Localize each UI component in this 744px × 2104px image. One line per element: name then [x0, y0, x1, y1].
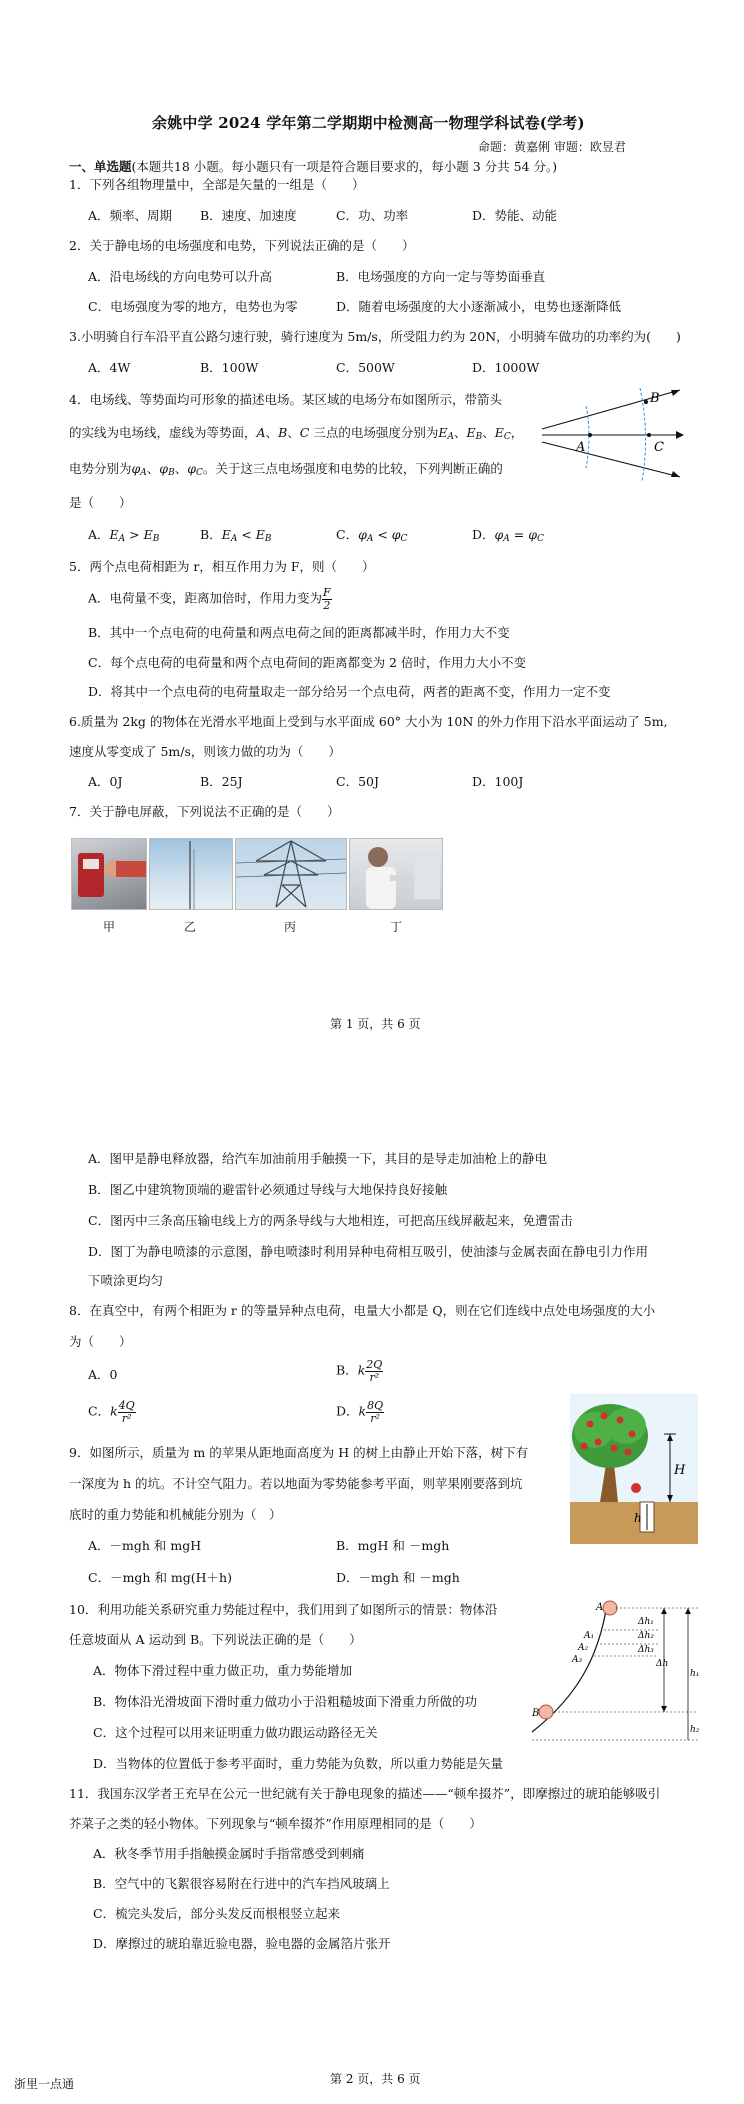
q3-stem: 3.小明骑自行车沿平直公路匀速行驶，骑行速度为 5m/s，所受阻力约为 20N，小明骑车做功的功率约为( )	[69, 329, 681, 344]
photo-bing	[235, 838, 347, 910]
q2-option-a: A．沿电场线的方向电势可以升高	[88, 269, 273, 284]
page1-footer: 第 1 页，共 6 页	[330, 1017, 421, 1031]
q2-stem: 2．关于静电场的电场强度和电势，下列说法正确的是（ ）	[69, 238, 415, 253]
q8-option-a: A．0	[88, 1367, 118, 1382]
q9-option-b: B．mgH 和 －mgh	[336, 1538, 450, 1553]
q5-option-c: C．每个点电荷的电荷量和两个点电荷间的距离都变为 2 倍时，作用力大小不变	[88, 655, 526, 670]
q6-option-c: C．50J	[336, 774, 379, 789]
q1-stem: 1．下列各组物理量中，全部是矢量的一组是（ ）	[69, 177, 365, 192]
q4-label-a: A	[576, 440, 586, 455]
q11-option-a: A．秋冬季节用手指触摸金属时手指常感受到刺痛	[93, 1846, 365, 1861]
q4-line4: 是（ ）	[69, 495, 132, 510]
q4-field-figure	[538, 384, 688, 484]
q6-line2: 速度从零变成了 5m/s，则该力做的功为（ ）	[69, 744, 341, 759]
q4-line1: 4．电场线、等势面均可形象的描述电场。某区域的电场分布如图所示，带箭头	[69, 392, 502, 407]
q6-line1: 6.质量为 2kg 的物体在光滑水平地面上受到与水平面成 60° 大小为 10N 的外力作用下沿水平面运动了 5m,	[69, 714, 668, 729]
q7-option-c: C．图丙中三条高压输电线上方的两条导线与大地相连，可把高压线屏蔽起来，免遭雷击	[88, 1213, 573, 1228]
svg-text:A₃: A₃	[572, 1655, 583, 1665]
page2-footer: 第 2 页，共 6 页	[330, 2072, 421, 2086]
q9-label-h: h	[634, 1511, 642, 1525]
q7-option-a: A．图甲是静电释放器，给汽车加油前用手触摸一下，其目的是导走加油枪上的静电	[88, 1151, 548, 1166]
q10-label-B: B	[532, 1708, 540, 1719]
section-heading	[69, 157, 557, 175]
q11-option-d: D．摩擦过的琥珀靠近验电器，验电器的金属箔片张开	[93, 1936, 391, 1951]
q10-option-a: A．物体下滑过程中重力做正功，重力势能增加	[93, 1663, 353, 1678]
q8-line2: 为（ ）	[69, 1334, 132, 1349]
q4-label-b: B	[650, 391, 660, 406]
q9-option-c: C．－mgh 和 mg(H＋h)	[88, 1570, 232, 1585]
section-desc: (本题共18 小题。每小题只有一项是符合题目要求的，每小题 3 分共 54 分。)	[131, 159, 558, 174]
q7-option-b: B．图乙中建筑物顶端的避雷针必须通过导线与大地保持良好接触	[88, 1182, 448, 1197]
q8-option-b: B．k $\frac{2Q}{\text{r²}}$	[336, 1358, 383, 1384]
q2-option-d: D．随着电场强度的大小逐渐减小，电势也逐渐降低	[336, 299, 622, 314]
q1-option-c: C．功、功率	[336, 208, 409, 223]
q11-line1: 11．我国东汉学者王充早在公元一世纪就有关于静电现象的描述——“顿牟掇芥”，即摩擦过的琥珀能够吸引	[69, 1786, 661, 1801]
q9-option-a: A．－mgh 和 mgH	[88, 1538, 202, 1553]
q2-option-b: B．电场强度的方向一定与等势面垂直	[336, 269, 546, 284]
caption-yi: 乙	[184, 920, 197, 934]
photo-ding	[349, 838, 443, 910]
q6-option-b: B．25J	[200, 774, 243, 789]
q7-option-d-cont: 下喷涂更均匀	[88, 1273, 164, 1288]
q9-option-d: D．－mgh 和 －mgh	[336, 1570, 460, 1585]
q4-line2: 的实线为电场线，虚线为等势面，A、B、C 三点的电场强度分别为$E_A$、$E_B$、$E_C$，	[69, 425, 524, 442]
svg-text:h₂: h₂	[690, 1725, 700, 1735]
q1-option-d: D．势能、动能	[472, 208, 558, 223]
photo-jia	[71, 838, 147, 910]
q8-line1: 8．在真空中，有两个相距为 r 的等量异种点电荷，电量大小都是 Q，则在它们连线中点处电场强度的大小	[69, 1303, 656, 1318]
q10-line2: 任意坡面从 A 运动到 B。下列说法正确的是（ ）	[69, 1632, 362, 1647]
q4-line3b: 。关于这三点电场强度和电势的比较，下列判断正确的	[202, 461, 503, 476]
q10-label-A: A	[596, 1602, 604, 1613]
q10-slope-figure	[528, 1596, 700, 1752]
q5-option-d: D．将其中一个点电荷的电荷量取走一部分给另一个点电荷，两者的距离不变，作用力一定不变	[88, 684, 611, 699]
q4-line3a: 电势分别为	[69, 461, 132, 476]
q9-line1: 9．如图所示，质量为 m 的苹果从距地面高度为 H 的树上由静止开始下落，树下有	[69, 1445, 529, 1460]
q3-option-b: B．100W	[200, 360, 259, 375]
q4-option-a: A．$E_A > E_B$	[88, 527, 160, 544]
caption-jia: 甲	[103, 920, 116, 934]
q5-option-b: B．其中一个点电荷的电荷量和两点电荷之间的距离都减半时，作用力大不变	[88, 625, 510, 640]
caption-ding: 丁	[390, 920, 403, 934]
q4-option-d: D．$\varphi_A = \varphi_C$	[472, 527, 544, 544]
q6-option-a: A．0J	[88, 774, 123, 789]
q3-option-a: A．4W	[88, 360, 131, 375]
q1-option-a: A．频率、周期	[88, 208, 173, 223]
photo-yi	[149, 838, 233, 910]
q5-option-a: A．电荷量不变，距离加倍时，作用力变为 $\frac{F}{2}$	[88, 586, 331, 612]
section-label: 一、单选题	[69, 159, 132, 174]
q9-line3: 底时的重力势能和机械能分别为（ ）	[69, 1507, 282, 1522]
q11-option-c: C．梳完头发后，部分头发反而根根竖立起来	[93, 1906, 341, 1921]
svg-text:h₁: h₁	[690, 1669, 700, 1679]
q2-option-c: C．电场强度为零的地方，电势也为零	[88, 299, 298, 314]
svg-text:Δh: Δh	[656, 1659, 669, 1669]
q4-label-c: C	[654, 440, 664, 455]
q9-line2: 一深度为 h 的坑。不计空气阻力。若以地面为零势能参考平面，则苹果刚要落到坑	[69, 1476, 523, 1491]
exam-authors: 命题：黄嘉俐 审题：欧昱君	[478, 140, 626, 154]
q8-option-c: C．k $\frac{4Q}{\text{r²}}$	[88, 1399, 135, 1425]
q4-option-b: B．$E_A < E_B$	[200, 527, 272, 544]
q4-line3: 电势分别为$\varphi_A$、$\varphi_B$、$\varphi_C$。关于这三点电场强度和电势的比较，下列判断正确的	[69, 461, 503, 478]
svg-text:Δh₁: Δh₁	[638, 1617, 654, 1627]
q10-option-d: D．当物体的位置低于参考平面时，重力势能为负数，所以重力势能是矢量	[93, 1756, 504, 1771]
q7-option-d: D．图丁为静电喷漆的示意图，静电喷漆时利用异种电荷相互吸引，使油漆与金属表面在静电引力作用	[88, 1244, 649, 1259]
svg-text:A₂: A₂	[578, 1643, 589, 1653]
q11-line2: 芥菜子之类的轻小物体。下列现象与“顿牟掇芥”作用原理相同的是（ ）	[69, 1816, 482, 1831]
q3-option-d: D．1000W	[472, 360, 540, 375]
q9-label-H: H	[674, 1463, 686, 1478]
q4-line2b: 三点的电场强度分别为	[313, 425, 439, 440]
exam-title: 余姚中学 2024 学年第二学期期中检测高一物理学科试卷(学考)	[152, 114, 585, 132]
q3-option-c: C．500W	[336, 360, 395, 375]
q6-option-d: D．100J	[472, 774, 524, 789]
q4-line2a: 的实线为电场线，虚线为等势面，	[69, 425, 257, 440]
q10-option-b: B．物体沿光滑坡面下滑时重力做功小于沿粗糙坡面下滑重力所做的功	[93, 1694, 478, 1709]
q4-option-c: C．$\varphi_A < \varphi_C$	[336, 527, 408, 544]
q9-tree-figure	[570, 1394, 698, 1544]
q10-option-c: C．这个过程可以用来证明重力做功跟运动路径无关	[93, 1725, 378, 1740]
caption-bing: 丙	[284, 920, 297, 934]
q5-stem: 5．两个点电荷相距为 r，相互作用力为 F，则（ ）	[69, 559, 375, 574]
svg-text:Δh₂: Δh₂	[638, 1631, 654, 1641]
q11-option-b: B．空气中的飞絮很容易附在行进中的汽车挡风玻璃上	[93, 1876, 390, 1891]
svg-text:A₁: A₁	[584, 1631, 595, 1641]
q1-option-b: B．速度、加速度	[200, 208, 297, 223]
q10-line1: 10．利用功能关系研究重力势能过程中，我们用到了如图所示的情景：物体沿	[69, 1602, 498, 1617]
watermark-text: 浙里一点通	[14, 2077, 75, 2091]
q8-option-d: D．k $\frac{8Q}{\text{r²}}$	[336, 1399, 384, 1425]
q7-stem: 7．关于静电屏蔽，下列说法不正确的是（ ）	[69, 804, 340, 819]
svg-text:Δh₃: Δh₃	[638, 1645, 654, 1655]
